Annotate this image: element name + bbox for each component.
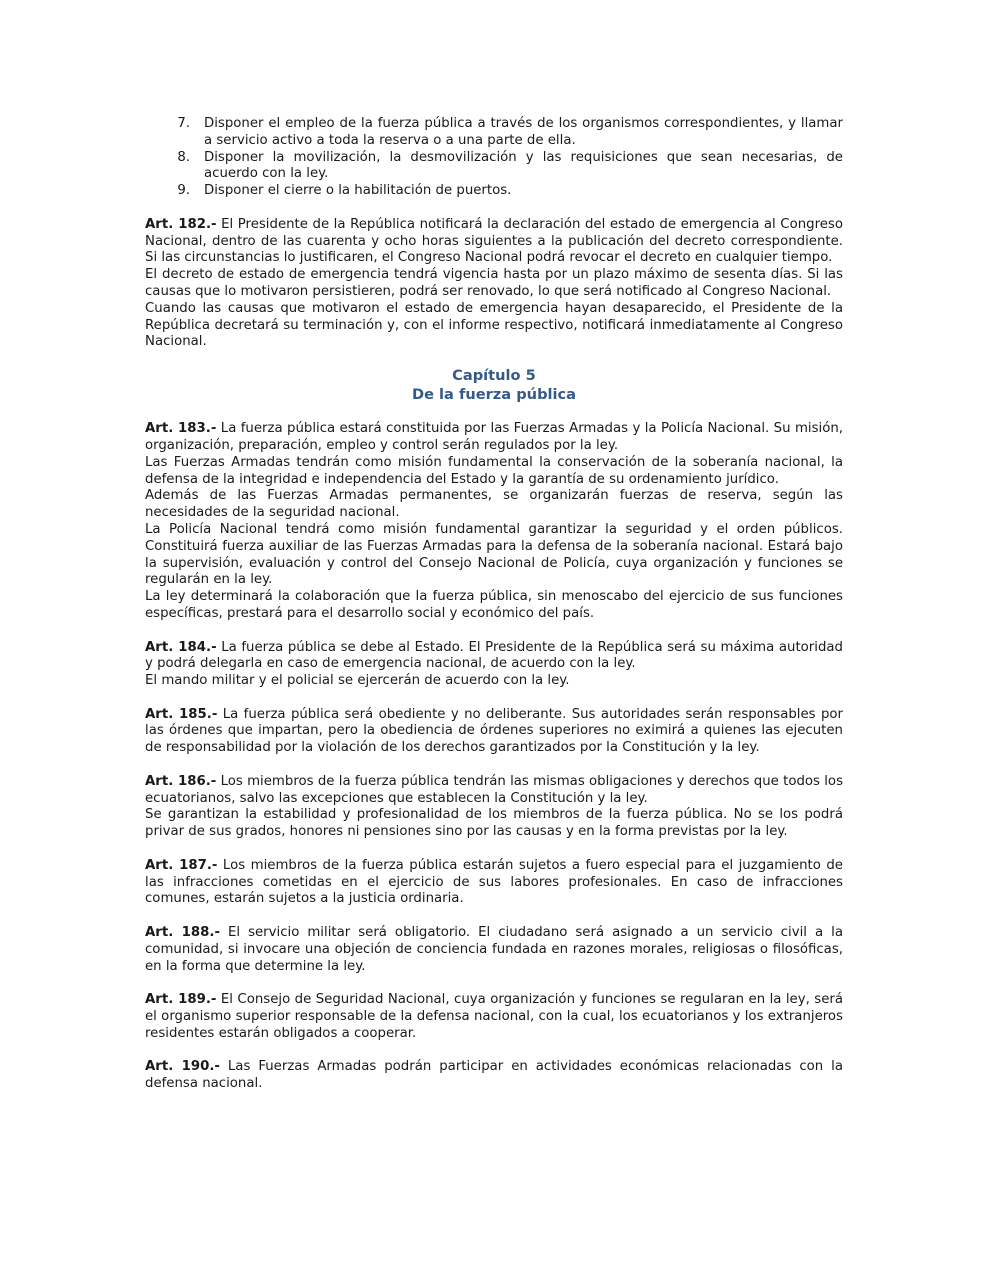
article-label: Art. 186.- (145, 773, 217, 789)
article-189 (145, 992, 843, 1042)
article-text: La fuerza pública estará constituida por las Fuerzas Armadas y la Policía Nacional. Su misión, organización, preparación, empleo y control serán regulados por la ley. (145, 421, 843, 453)
list-item-text: Disponer la movilización, la desmovilización y las requisiciones que sean necesarias, de acuerdo con la ley. (204, 149, 843, 182)
list-item-number: 7. (177, 116, 190, 131)
article-label: Art. 189.- (145, 992, 217, 1008)
article-paragraph (145, 992, 843, 1042)
list-item (145, 116, 843, 150)
article-label: Art. 190.- (145, 1059, 220, 1075)
article-text: Los miembros de la fuerza pública estarán sujetos a fuero especial para el juzgamiento de las infracciones cometidas en el ejercicio de sus labores profesionales. En caso de infracciones comunes, estarán sujetos a la justicia ordinaria. (145, 857, 843, 907)
article-paragraph: Se garantizan la estabilidad y profesionalidad de los miembros de la fuerza pública. No se los podrá privar de sus grados, honores ni pensiones sino por las causas y en la forma previstas por la ley. (145, 807, 843, 840)
article-text: Las Fuerzas Armadas podrán participar en actividades económicas relacionadas con la defensa nacional. (145, 1059, 843, 1092)
chapter-title: De la fuerza pública (411, 385, 577, 403)
article-label: Art. 183.- (145, 421, 217, 437)
article-185 (145, 707, 843, 757)
article-paragraph (145, 1059, 843, 1093)
list-item-number: 8. (177, 149, 190, 165)
article-paragraph: El decreto de estado de emergencia tendrá vigencia hasta por un plazo máximo de sesenta días. Si las causas que lo motivaron persistieren, podrá ser renovado, lo que será notificado al Congreso Nacional. (145, 267, 843, 299)
article-paragraph: El mando militar y el policial se ejercerán de acuerdo con la ley. (145, 673, 570, 689)
article-text: Los miembros de la fuerza pública tendrán las mismas obligaciones y derechos que todos los ecuatorianos, salvo las excepciones que establecen la Constitución y la ley. (145, 773, 843, 806)
article-183 (145, 421, 843, 623)
list-item-number: 9. (177, 183, 190, 199)
article-paragraph: Cuando las causas que motivaron el estado de emergencia hayan desaparecido, el Presidente de la República decretará su terminación y, con el informe respectivo, notificará inmediatamente al Congreso Nacional. (145, 300, 843, 350)
article-text: El Consejo de Seguridad Nacional, cuya organización y funciones se regularan en la ley, será el organismo superior responsable de la defensa nacional, con la cual, los ecuatorianos y los extranjeros residentes estarán obligados a cooperar. (145, 992, 843, 1041)
article-text: La fuerza pública será obediente y no deliberante. Sus autoridades serán responsables por las órdenes que impartan, pero la obediencia de órdenes superiores no eximirá a quienes las ejecuten de responsabilidad por la violación de los derechos garantizados por la Constitución y la ley. (145, 706, 844, 756)
article-188 (145, 925, 843, 975)
article-186 (145, 774, 843, 841)
article-paragraph (145, 421, 843, 455)
article-paragraph (145, 640, 843, 674)
article-paragraph: Las Fuerzas Armadas tendrán como misión fundamental la conservación de la soberanía nacional, la defensa de la integridad e independencia del Estado y la garantía de su ordenamiento jurídico. (145, 454, 843, 487)
article-label: Art. 182.- (145, 216, 217, 232)
article-187 (145, 858, 843, 908)
article-label: Art. 184.- (145, 639, 217, 655)
article-182 (145, 217, 843, 351)
list-item (145, 150, 843, 184)
chapter-heading (145, 367, 843, 404)
article-label: Art. 188.- (145, 925, 220, 941)
article-text: El Presidente de la República notificará la declaración del estado de emergencia al Congreso Nacional, dentro de las cuarenta y ocho horas siguientes a la publicación del decreto correspondiente. Si las circunstancias lo justificaren, el Congreso Nacional podrá revocar el decreto en cualquier tiempo. (145, 216, 843, 266)
article-paragraph (145, 774, 843, 808)
list-item (145, 183, 843, 200)
chapter-number: Capítulo 5 (452, 367, 536, 385)
article-label: Art. 185.- (145, 706, 218, 722)
list-item-text: Disponer el cierre o la habilitación de puertos. (204, 183, 512, 199)
list-item-text: Disponer el empleo de la fuerza pública a través de los organismos correspondientes, y llamar a servicio activo a toda la reserva o a una parte de ella. (204, 116, 843, 148)
article-190 (145, 1059, 843, 1093)
article-paragraph (145, 707, 843, 757)
article-paragraph: La Policía Nacional tendrá como misión fundamental garantizar la seguridad y el orden públicos. Constituirá fuerza auxiliar de las Fuerzas Armadas para la defensa de la soberanía nacional. Estará bajo la supervisión, evaluación y control del Consejo Nacional de Policía, cuya organización y funciones se regularán en la ley. (145, 521, 843, 588)
article-paragraph (145, 858, 843, 908)
article-label: Art. 187.- (145, 857, 218, 873)
article-text: El servicio militar será obligatorio. El ciudadano será asignado a un servicio civil a la comunidad, si invocare una objeción de conciencia fundada en razones morales, religiosas o filosóficas, en la forma que determine la ley. (145, 925, 843, 974)
article-paragraph (145, 925, 843, 975)
article-paragraph: Además de las Fuerzas Armadas permanentes, se organizarán fuerzas de reserva, según las necesidades de la seguridad nacional. (145, 488, 843, 521)
article-paragraph (145, 217, 843, 267)
article-184 (145, 640, 843, 690)
numbered-list (145, 116, 843, 200)
article-paragraph: La ley determinará la colaboración que la fuerza pública, sin menoscabo del ejercicio de sus funciones específicas, prestará para el desarrollo social y económico del país. (145, 589, 843, 621)
document-page (145, 116, 843, 1093)
article-text: La fuerza pública se debe al Estado. El Presidente de la República será su máxima autoridad y podrá delegarla en caso de emergencia nacional, de acuerdo con la ley. (145, 639, 843, 672)
